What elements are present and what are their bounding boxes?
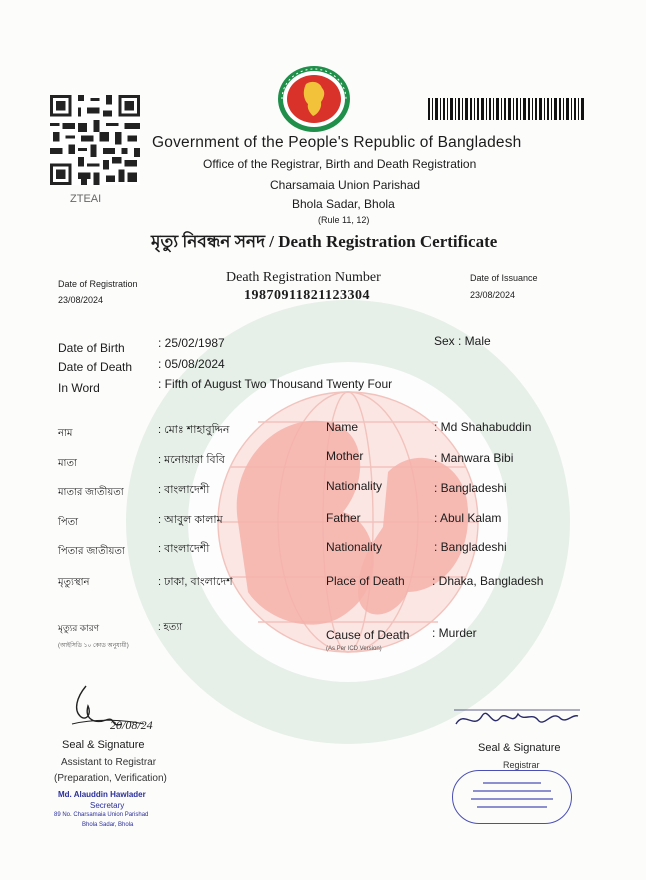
en-label-mother: Mother [326, 449, 364, 463]
right-role-registrar: Registrar [503, 760, 540, 770]
date-of-issuance-value: 23/08/2024 [470, 290, 516, 300]
bn-label-mother: মাতা [58, 458, 77, 469]
left-stamp-place: Bhola Sadar, Bhola [82, 822, 134, 828]
bn-value-cause-of-death: : হত্যা [158, 622, 183, 633]
rule-reference: (Rule 11, 12) [318, 215, 370, 225]
en-note-cause-of-death: (As Per ICD Version) [326, 646, 382, 652]
union-name: Charsamaia Union Parishad [270, 178, 421, 192]
en-label-father: Father [326, 511, 361, 525]
bn-value-mother-nationality: : বাংলাদেশী [158, 484, 210, 496]
certificate-title-bn: মৃত্যু নিবন্ধন সনদ [151, 232, 266, 251]
en-value-place-of-death: : Dhaka, Bangladesh [432, 574, 544, 588]
bn-label-father-nationality: পিতার জাতীয়তা [58, 546, 125, 557]
government-title: Government of the People's Republic of Bangladesh [152, 134, 522, 151]
en-value-name: : Md Shahabuddin [434, 420, 532, 434]
en-value-cause-of-death: : Murder [432, 626, 477, 640]
en-label-father-nationality: Nationality [326, 540, 383, 554]
dob-value: : 25/02/1987 [158, 336, 225, 350]
sex-value: Sex : Male [434, 334, 491, 348]
en-value-father: : Abul Kalam [434, 511, 502, 525]
left-role-preparation: (Preparation, Verification) [54, 773, 167, 784]
barcode-icon [428, 98, 586, 120]
left-stamp-name: Md. Alauddin Hawlader [58, 790, 146, 799]
bn-label-mother-nationality: মাতার জাতীয়তা [58, 487, 124, 498]
registration-number-value: 19870911821123304 [244, 288, 370, 303]
dod-label: Date of Death [58, 360, 133, 374]
bn-value-father: : আবুল কালাম [158, 514, 223, 526]
bn-note-cause-of-death: (আইসিডি ১০ কোড অনুযায়ী) [58, 643, 129, 649]
left-seal-signature-title: Seal & Signature [62, 739, 145, 751]
en-label-mother-nationality: Nationality [326, 479, 383, 493]
date-of-registration-label: Date of Registration [58, 279, 138, 289]
bn-value-name: : মোঃ শাহাবুদ্দিন [158, 424, 230, 436]
date-of-registration-value: 23/08/2024 [58, 295, 104, 305]
bn-label-cause-of-death: মৃত্যুর কারণ [58, 623, 100, 633]
registration-number-label: Death Registration Number [226, 270, 381, 285]
certificate-title [151, 229, 497, 257]
date-of-issuance-label: Date of Issuance [470, 273, 538, 283]
en-value-mother-nationality: : Bangladeshi [434, 481, 507, 495]
in-word-label: In Word [58, 381, 100, 395]
dod-value: : 05/08/2024 [158, 357, 225, 371]
office-title: Office of the Registrar, Birth and Death Registration [203, 157, 477, 171]
bn-label-place-of-death: মৃত্যুস্থান [58, 577, 90, 588]
left-stamp-office: 89 No. Charsamaia Union Parishad [54, 812, 149, 818]
registrar-stamp-lines [463, 777, 561, 817]
registrar-stamp [452, 770, 572, 824]
en-label-place-of-death: Place of Death [326, 574, 405, 588]
bn-label-father: পিতা [58, 517, 79, 528]
en-label-name: Name [326, 420, 359, 434]
right-seal-signature-title: Seal & Signature [478, 742, 561, 754]
in-word-value: : Fifth of August Two Thousand Twenty Four [158, 377, 393, 391]
certificate-title-separator: / [265, 232, 279, 251]
right-signature-scribble [452, 702, 582, 736]
qr-code-icon [50, 95, 140, 185]
bn-value-mother: : মনোয়ারা বিবি [158, 454, 225, 466]
en-value-mother: : Manwara Bibi [434, 451, 514, 465]
left-signature-date: 20/08/24 [110, 718, 153, 732]
left-role-assistant: Assistant to Registrar [61, 757, 157, 768]
bn-value-place-of-death: : ঢাকা, বাংলাদেশ [158, 576, 233, 588]
bn-label-name: নাম [58, 428, 73, 439]
left-stamp-title: Secretary [90, 801, 125, 810]
location-name: Bhola Sadar, Bhola [292, 197, 395, 211]
dob-label: Date of Birth [58, 341, 125, 355]
qr-caption: ZTEAI [70, 193, 102, 205]
certificate-title-en: Death Registration Certificate [278, 232, 498, 251]
bn-value-father-nationality: : বাংলাদেশী [158, 543, 210, 555]
en-value-father-nationality: : Bangladeshi [434, 540, 507, 554]
en-label-cause-of-death: Cause of Death [326, 628, 410, 642]
government-emblem-icon [274, 64, 354, 134]
